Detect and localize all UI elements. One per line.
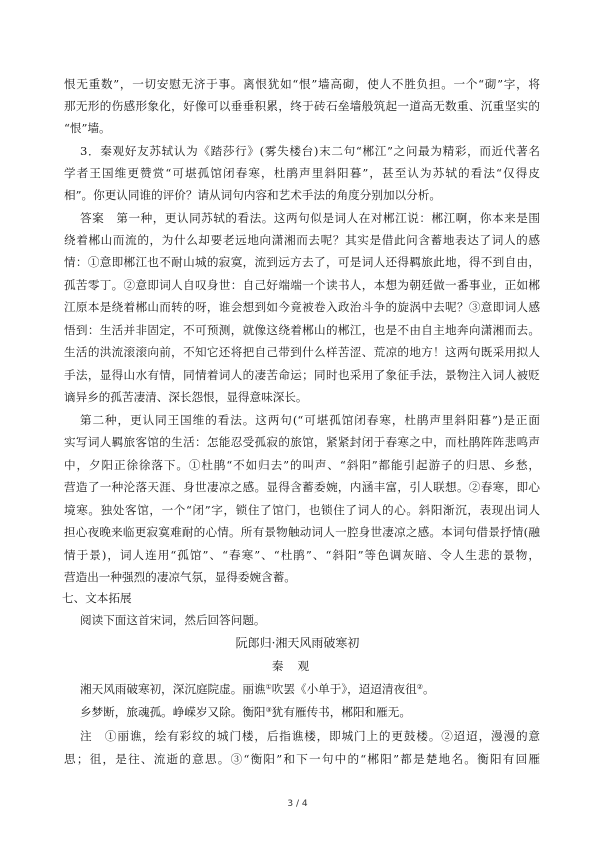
poem-author-name: 秦观 — [271, 659, 324, 673]
answer-text: 营造了一种沦落天涯、身世凄凉之感。显得含蓄委婉，内涵丰富，引人联想。②春寒，即心 — [64, 480, 540, 494]
footnote-marker: ② — [416, 683, 423, 691]
question-3-text: 相”。你更认同谁的评价？请从词句内容和艺术手法的角度分别加以分析。 — [64, 188, 441, 202]
poem-title: 阮郎归·湘天风雨破寒初 — [235, 636, 360, 650]
answer-text: 生活的洪流滚滚向前，不知它还将把自己带到什么样苦涩、荒凉的地方！这两句既采用拟人 — [64, 345, 540, 359]
poem-text: 湘天风雨破寒初，深沉庭院虚。丽谯 — [80, 682, 266, 696]
answer-text: 境寒。独处客馆，一个“闭”字，锁住了馆门，也锁住了词人的心。斜阳渐沉，表现出词人 — [64, 503, 540, 517]
answer-text: 情于景)，词人连用“孤馆”、“春寒”、“杜鹃”、“斜阳”等色调灰暗、令人生悲的景物， — [64, 548, 540, 562]
answer-text: 谪异乡的孤苦凄清、深长怨恨，显得意味深长。 — [64, 390, 308, 404]
answer-text: 答案 第一种，更认同苏轼的看法。这两句似是词人在对郴江说：郴江啊，你本来是围 — [80, 211, 540, 225]
body-text-line: “恨”墙。 — [64, 121, 111, 135]
poem-line — [80, 702, 540, 722]
answer-text: 情：①意即郴江也不耐山城的寂寞，流到远方去了，可是词人还得羁旅此地，得不到自由， — [64, 255, 540, 269]
answer-text: 第二种，更认同王国维的看法。这两句(“可堪孤馆闭春寒，杜鹃声里斜阳暮”)是正面 — [80, 413, 540, 427]
answer-text: 悟到：生活并非固定，不可预测，就像这绕着郴山的郴江，也是不由自主地奔向潇湘而去。 — [64, 323, 540, 337]
poem-author — [0, 656, 595, 676]
page-number: 3 / 4 — [287, 799, 308, 809]
poem-text: 犹有雁传书，郴阳和雁无。 — [271, 705, 411, 719]
answer-text: 手法，显得山水有情，同情着词人的凄苦命运；同时也采用了象征手法，景物注入词人被贬 — [64, 368, 540, 382]
poem-text: 。 — [423, 682, 435, 696]
section-heading: 七、文本拓展 — [62, 591, 132, 605]
footnote-marker: ③ — [265, 706, 272, 714]
instruction-text: 阅读下面这首宋词，然后回答问题。 — [80, 613, 266, 627]
answer-text: 实写词人羁旅客馆的生活：怎能忍受孤寂的旅馆，紧紧封闭于春寒之中，而杜鹃阵阵悲鸣声 — [64, 435, 540, 449]
question-3-text: 学者王国维更赞赏“可堪孤馆闭春寒，杜鹃声里斜阳暮”，甚至认为苏轼的看法“仅得皮 — [64, 166, 540, 180]
body-text-line: 那无形的伤感形象化，好像可以垂垂积累，终于砖石垒墙般筑起一道高无数重、沉重坚实的 — [64, 99, 540, 113]
poem-text: 吹罢《小单于》，迢迢清夜徂 — [271, 682, 417, 696]
poem-line — [80, 679, 540, 699]
answer-text: 江原本是绕着郴山而转的呀，谁会想到如今竟被卷入政治斗争的旋涡中去呢？③意即词人感 — [64, 300, 540, 314]
answer-text: 孤苦零丁。②意即词人自叹身世：自己好端端一个读书人，本想为朝廷做一番事业，正如郴 — [64, 278, 540, 292]
body-text-line: 恨无重数”，一切安慰无济于事。离恨犹如“恨”墙高砌，使人不胜负担。一个“砌”字，将 — [64, 77, 540, 91]
footnote-marker: ① — [265, 683, 272, 691]
question-3-text: 3．秦观好友苏轼认为《踏莎行》(雾失楼台)末二句“郴江”之问最为精彩，而近代著名 — [80, 144, 540, 158]
answer-text: 绕着郴山而流的，为什么却要老远地向潇湘而去呢？其实是借此问含蓄地表达了词人的感 — [64, 233, 540, 247]
answer-text: 中，夕阳正徐徐落下。①杜鹃“不如归去”的叫声、“斜阳”都能引起游子的归思、乡愁， — [64, 458, 540, 472]
notes-text: 思；徂，是往、流逝的意思。③“衡阳”和下一句中的“郴阳”都是楚地名。衡阳有回雁 — [64, 752, 540, 766]
notes-text: 注 ①丽谯，绘有彩纹的城门楼，后指谯楼，即城门上的更鼓楼。②迢迢，漫漫的意 — [80, 729, 540, 743]
poem-text: 乡梦断，旅魂孤。峥嵘岁又除。衡阳 — [80, 705, 266, 719]
answer-text: 担心夜晚来临更寂寞难耐的心情。所有景物触动词人一腔身世凄凉之感。本词句借景抒情(融 — [64, 525, 540, 539]
answer-text: 营造出一种强烈的凄凉气氛，显得委婉含蓄。 — [64, 570, 296, 584]
